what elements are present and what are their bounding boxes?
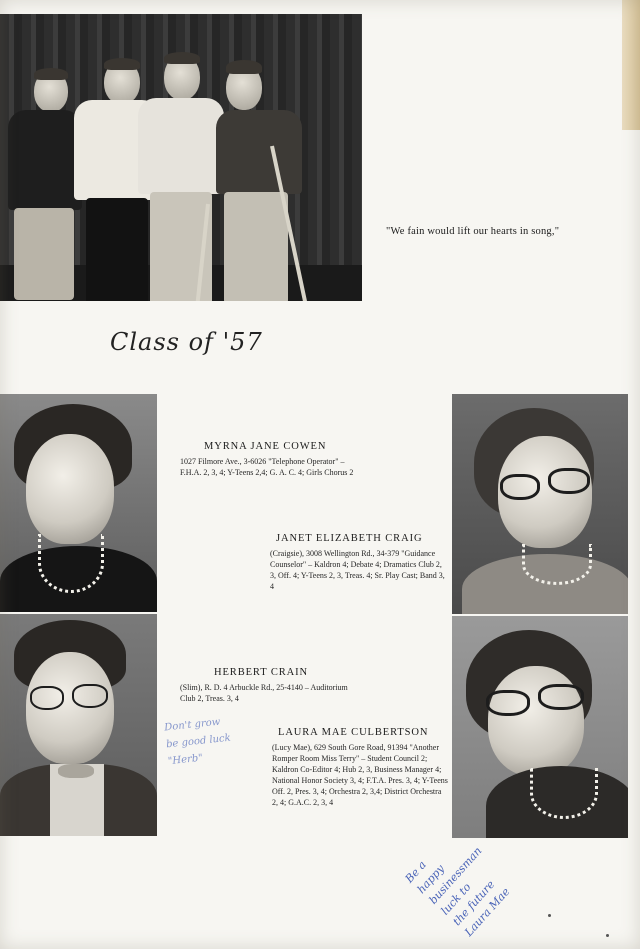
- page-mark: [548, 914, 551, 917]
- student-entry: [270, 533, 450, 592]
- student-name: LAURA MAE CULBERTSON: [278, 727, 429, 738]
- handwritten-note-herb: Don't grow be good luck "Herb": [163, 716, 232, 768]
- student-figure: [4, 70, 84, 301]
- handwritten-note-laura: Be a happy businessman luck to the future Laura Mae: [402, 844, 513, 939]
- student-details: (Craigsie), 3008 Wellington Rd., 34-379 "Guidance Counselor" – Kaldron 4; Debate 4; Dramatics Club 2, 3, Off. 4; Y-Teens 2, 3, Treas. 4; Sr. Play Cast; Band 3, 4: [270, 549, 445, 591]
- portrait-herbert-crain: [0, 614, 157, 836]
- song-quote: "We fain would lift our hearts in song,": [386, 226, 560, 237]
- group-photo: [0, 14, 362, 301]
- portrait-laura-culbertson: [452, 616, 628, 838]
- student-name: HERBERT CRAIN: [214, 667, 309, 678]
- student-entry: [180, 441, 380, 478]
- student-details: 1027 Filmore Ave., 3-6026 "Telephone Operator" – F.H.A. 2, 3, 4; Y-Teens 2,4; G. A. C. 4; Girls Chorus 2: [180, 457, 354, 477]
- student-name: JANET ELIZABETH CRAIG: [276, 533, 423, 544]
- student-figure: [214, 52, 306, 301]
- student-details: (Slim), R. D. 4 Arbuckle Rd., 25-4140 – Auditorium Club 2, Treas. 3, 4: [180, 683, 348, 703]
- student-name: MYRNA JANE COWEN: [204, 441, 327, 452]
- book-binding-edge: [622, 0, 640, 130]
- student-entry: [272, 727, 452, 808]
- portrait-myrna-cowen: [0, 394, 157, 612]
- student-entry: [180, 667, 380, 704]
- eyeglasses-icon: [500, 474, 596, 504]
- class-title: Class of '57: [110, 328, 263, 356]
- page-mark: [606, 934, 609, 937]
- portrait-janet-craig: [452, 394, 628, 614]
- student-details: (Lucy Mae), 629 South Gore Road, 91394 "Another Romper Room Miss Terry" – Student Council 2; Kaldron Co-Editor 4; Hub 2, 3, Business Manager 4; National Honor Society 3, 4; F.T.A. Pres. 3, 4; Y-Teens Off. 2, Pres. 3, 4; Orchestra 2, 3,4; District Orchestra 2, 4; G.A.C. 2, 3, 4: [272, 743, 448, 807]
- eyeglasses-icon: [30, 686, 114, 712]
- eyeglasses-icon: [486, 686, 592, 714]
